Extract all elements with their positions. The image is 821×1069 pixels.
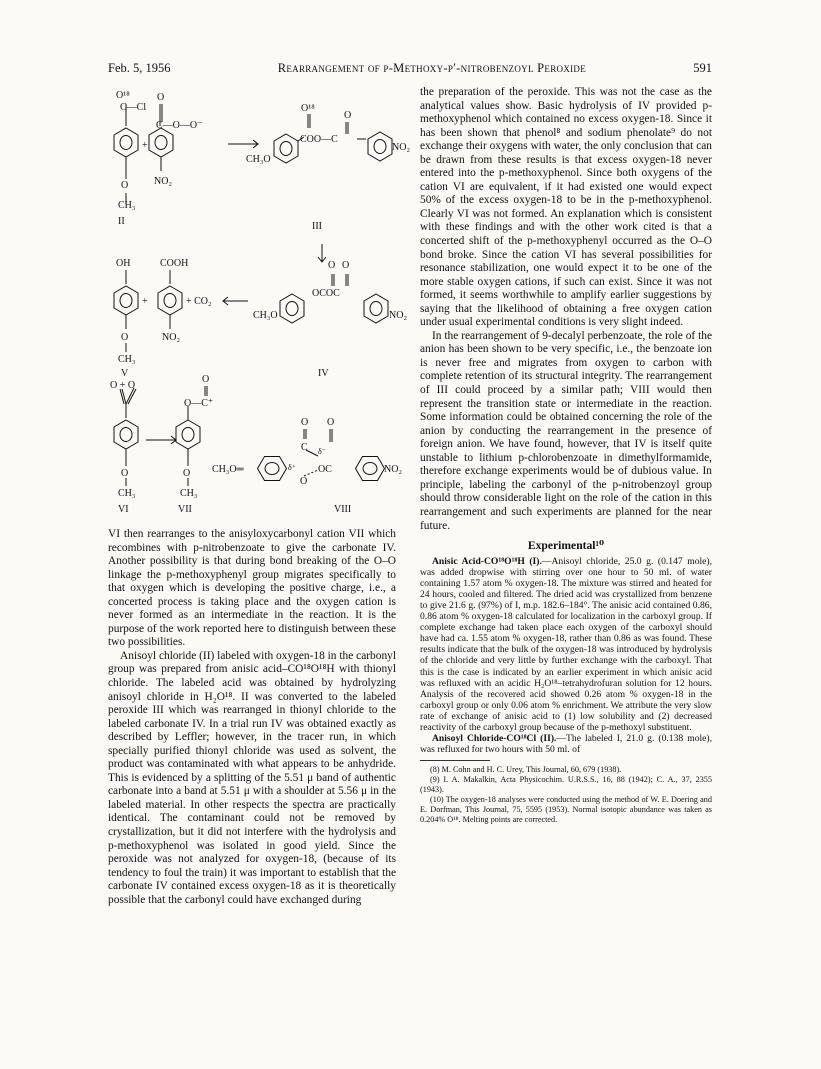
carbonate-linkage: OCOC (312, 288, 340, 299)
body-paragraph: Anisoyl chloride (II) labeled with oxygen-18 in the carbonyl group was prepared from anisic acid–CO¹⁸O¹⁸H with thionyl chloride. The labeled acid was obtained by hydrolyzing anisoyl chloride in H₂O¹⁸. II was converted to the labeled peroxide III which was rearranged in thionyl chloride to the labeled carbonate IV. In a trial run IV was obtained exactly as described by Leffler; however, in the tracer run, in which specially purified thionyl chloride was used as solvent, the product was contaminated with what appears to be anhydride. This is evidenced by a splitting of the 5.51 μ band of authentic carbonate into a band at 5.51 μ with a shoulder at 5.56 μ in the labeled material. In other respects the spectra are practically identical. The contaminant could not be removed by crystallization, but it did not interfere with the hydrolysis and p-methoxyphenol was isolated in good yield. Since the peroxide was not analyzed for oxygen-18, (because of its tendency to foul the train) it was important to establish that the carbonate IV contained excess oxygen-18 as it is theoretically possible that the carbonyl could have exchanged during (108, 649, 396, 906)
acid-chloride-group: C—Cl (120, 102, 147, 113)
hydroxyl-label: OH (116, 258, 131, 269)
nitro-label: NO₂ (392, 142, 410, 153)
footnote-rule (420, 760, 490, 761)
carbonyl-o-label: O (202, 374, 210, 385)
carbonyl-o-label: O (157, 92, 165, 103)
plus-sign: + (142, 140, 148, 151)
nitro-label: NO₂ (162, 332, 180, 343)
footnote: (9) I. A. Makalkin, Acta Physicochim. U.R.S.S., 16, 88 (1942); C. A., 37, 2355 (1943). (420, 775, 712, 795)
o18-label: O¹⁸ (116, 90, 130, 101)
experimental-paragraph (420, 556, 712, 734)
header-date: Feb. 5, 1956 (108, 60, 171, 75)
carbonyl-o-label: O (301, 417, 309, 428)
acylium-group: O—C⁺ (184, 398, 214, 409)
carboxyl-label: COOH (160, 258, 189, 269)
compound-label-v: V (121, 368, 129, 379)
oxygen-cation-group: O + O (110, 380, 136, 391)
methoxy-label: CH₃O (253, 310, 278, 321)
delta-minus-label: δ⁻ (318, 447, 326, 456)
compound-label-iii: III (312, 221, 322, 232)
carbonyl-o-label: O (328, 260, 336, 271)
footnote: (8) M. Cohn and H. C. Urey, This Journal, 60, 679 (1938). (430, 765, 622, 775)
methoxy-o-label: O (183, 468, 191, 479)
methyl-label: CH₃ (118, 200, 136, 211)
methoxy-label: CH₃O═ (212, 464, 244, 475)
experimental-heading: Experimental¹⁰ (527, 539, 605, 553)
experimental-paragraph (420, 733, 712, 755)
plus-sign: + (142, 296, 148, 307)
compound-label-vi: VI (118, 504, 129, 515)
nitro-label: NO₂ (154, 176, 172, 187)
experimental-lead: Anisic Acid-CO¹⁸O¹⁸H (I). (432, 555, 542, 567)
left-column (108, 528, 396, 907)
header-title: Rearrangement of p-Methoxy-p′-nitrobenzoyl Peroxide (277, 60, 587, 75)
carbonyl-o-label: O (344, 110, 352, 121)
compound-label-viii: VIII (334, 504, 352, 515)
experimental-text: —Anisoyl chloride, 25.0 g. (0.147 mole), was added dropwise with stirring over one hour to 50 ml. of water containing 1.57 atom % oxygen-18. The mixture was stirred and heated for 24 hours, cooled and filtered. The dried acid was crystallized from benzene to give 21.6 g. (97%) of I, m.p. 182.6–184°. The anisic acid contained 0.86, 0.86 atom % oxygen-18 calculated for localization in the carboxyl group. If complete exchange had taken place each oxygen of the carboxyl should have had ca. 1.55 atom % oxygen-18, rather than 0.86 as was found. These results indicate that the bulk of the oxygen-18 was introduced by hydrolysis of the chloride and very little by further exchange with the carboxyl. That this is the case is indicated by an earlier experiment in which anisic acid was refluxed with an acidic H₂O¹⁸–tetrahydrofuran solution for 12 hours. Analysis of the recovered acid showed 0.26 atom % oxygen-18 in the carboxyl group or only 0.06 atom % enrichment. We attribute the very slow rate of exchange of anisic acid to (1) low solubility and (2) decreased reactivity of the carboxyl group because of the p-methoxyl substituent. (420, 555, 713, 733)
compound-label-vii: VII (178, 504, 192, 515)
experimental-section (420, 556, 712, 756)
footnotes (420, 765, 712, 825)
carbonyl-o-label: O (327, 417, 335, 428)
o18-label: O¹⁸ (301, 103, 315, 114)
methyl-label: CH₃ (118, 354, 136, 365)
delta-plus-label: δ⁺ (288, 463, 296, 472)
body-paragraph: VI then rearranges to the anisyloxycarbonyl cation VII which recombines with p-nitrobenzoate to give the carbonate IV. Another possibility is that during bond breaking of the O–O linkage the p-methoxyphenyl group migrates specifically to that oxygen which is developing the positive charge, i.e., a concerted process is taking place and the oxygen cation is never formed as an intermediate in the reaction. It is the purpose of the work reported here to distinguish between these two possibilities. (108, 528, 396, 649)
peroxy-anion-group: C—O—O⁻ (156, 120, 203, 131)
compound-label-ii: II (118, 216, 125, 227)
methyl-label: CH₃ (180, 488, 198, 499)
nitro-label: NO₂ (389, 310, 407, 321)
running-header (108, 60, 712, 76)
experimental-text: —The labeled I, 21.0 g. (0.138 mole), was refluxed for two hours with 50 ml. of (420, 733, 713, 756)
reaction-scheme (108, 84, 410, 524)
header-page-number: 591 (693, 60, 712, 75)
carbonyl-o-label: O (342, 260, 350, 271)
methoxy-o-label: O (121, 468, 129, 479)
compound-label-iv: IV (318, 368, 329, 379)
carbon-dioxide: + CO₂ (186, 296, 212, 307)
methoxy-o-label: O (121, 332, 129, 343)
right-column (420, 86, 712, 825)
ester-linkage: OC (318, 464, 332, 475)
methoxy-label: CH₃O (246, 154, 271, 165)
peroxide-linkage: COO—C (300, 134, 338, 145)
body-paragraph: the preparation of the peroxide. This was not the case as the analytical values show. Basic hydrolysis of IV provided p-methoxyphenol which contained no excess oxygen-18. Since it has been shown that phenol⁸ and sodium phenolate⁹ do not exchange their oxygens with water, the only conclusion that can be drawn from these results is that excess oxygen-18 never entered into the p-methoxyphenol. Since both oxygens of the cation VI are equivalent, if it had existed one would expect 50% of the excess oxygen-18 to be in the p-methoxyphenol. Clearly VI was not formed. An explanation which is consistent with these findings and with the other work cited is that a concerted shift of the p-methoxyphenyl occurred as the O–O bond broke. Since the cation VI has several possibilities for resonance stabilization, one would expect it to be one of the more stable oxygen cations, if such can exist. Since it was not formed, it seems worthwhile to amplify earlier suggestions by saying that the likelihood of obtaining a free oxygen cation under usual experimental conditions is very slight indeed. (420, 86, 712, 329)
footnote: (10) The oxygen-18 analyses were conducted using the method of W. E. Doering and E. Dorfman, This Journal, 75, 5595 (1953). Normal isotopic abundance was taken as 0.204% O¹⁸. Melting points are corrected. (420, 795, 712, 825)
carbon-label: C (301, 442, 308, 453)
body-paragraph: In the rearrangement of 9-decalyl perbenzoate, the role of the anion has been shown to be very specific, i.e., the benzoate ion is never free and migrates from oxygen to carbon with complete retention of its structural integrity. The rearrangement of III could proceed by a similar path; VIII would then represent the transition state or intermediate in the reaction. Some information could be obtained concerning the role of the anion by conducting the rearrangement in the presence of foreign anion. We have found, however, that IV is itself quite unstable to lithium p-chlorobenzoate in dimethylformamide, therefore exchange experiments would be of dubious value. In principle, labeling the carbonyl of the p-nitrobenzoyl group should throw considerable light on the role of the cation in this rearrangement and such experiments are planned for the near future. (420, 329, 712, 532)
methoxy-o-label: O (121, 180, 129, 191)
nitro-label: NO₂ (384, 464, 402, 475)
methyl-label: CH₃ (118, 488, 136, 499)
bridging-o-label: O (300, 476, 308, 487)
experimental-lead: Anisoyl Chloride-CO¹⁸Cl (II). (432, 733, 557, 745)
